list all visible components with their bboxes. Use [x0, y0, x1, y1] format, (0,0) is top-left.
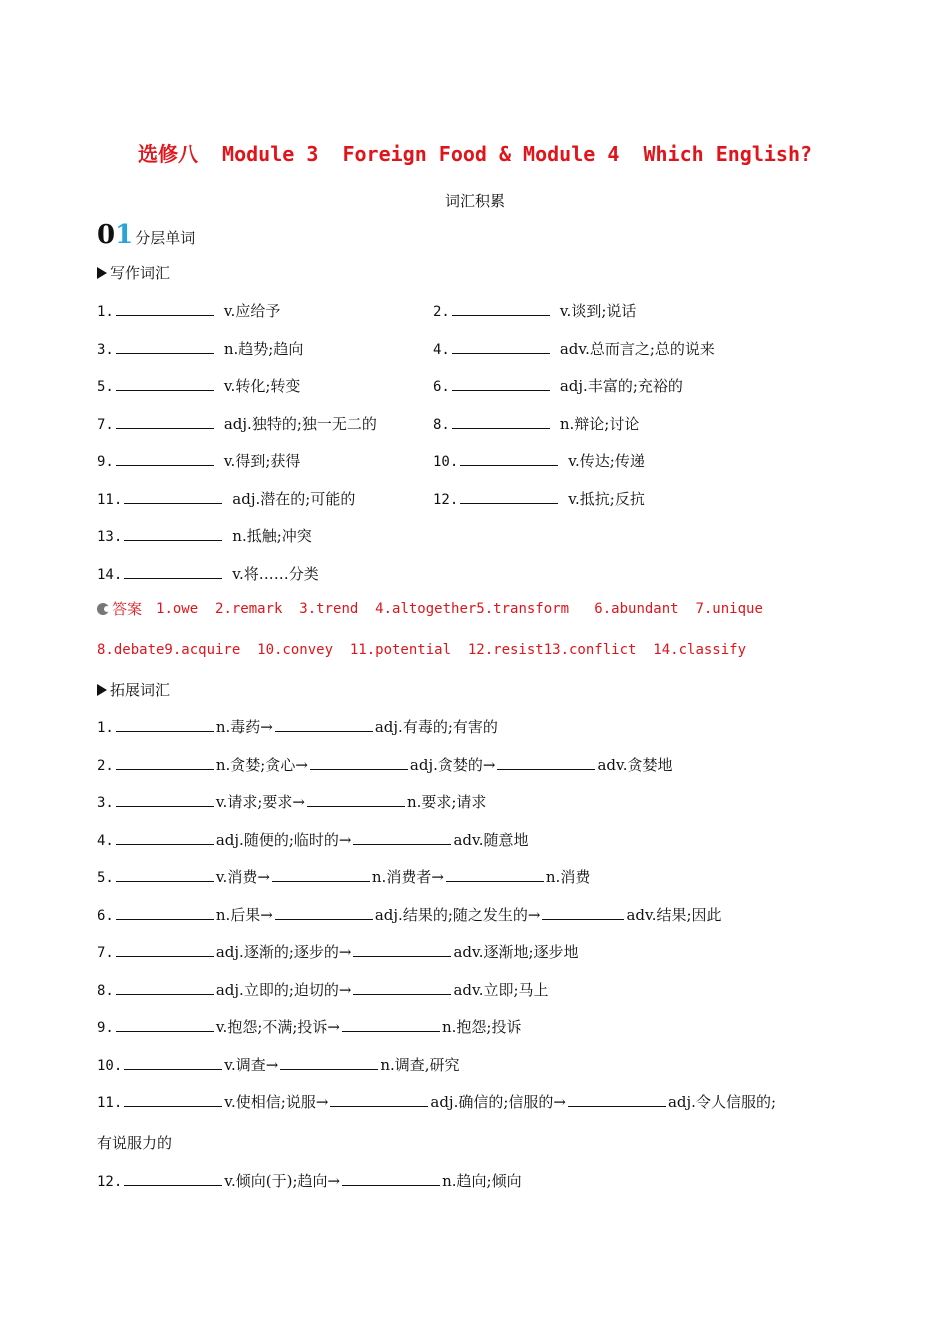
answer-blank[interactable] — [116, 717, 214, 732]
item-definition: v.消费→ — [215, 868, 270, 886]
answer-blank[interactable] — [342, 1171, 440, 1186]
triangle-bullet-icon — [97, 267, 107, 279]
answer-blank[interactable] — [342, 1017, 440, 1032]
answer-key-line-2 — [97, 642, 746, 658]
writing-item — [433, 488, 645, 509]
expand-vocab-heading — [97, 679, 170, 700]
item-number: 9. — [97, 1020, 114, 1036]
item-definition: v.倾向(于);趋向→ — [224, 1172, 341, 1190]
answer-blank[interactable] — [353, 942, 451, 957]
answer-blank[interactable] — [452, 301, 550, 316]
item-number: 8. — [97, 983, 114, 999]
writing-vocab-heading-label: 写作词汇 — [110, 264, 171, 282]
item-definition: adv.逐渐地;逐步地 — [453, 943, 579, 961]
answer-blank[interactable] — [124, 489, 222, 504]
expand-item — [97, 941, 579, 962]
item-definition: n.抱怨;投诉 — [442, 1018, 522, 1036]
answer-blank[interactable] — [275, 717, 373, 732]
item-definition: adv.立即;马上 — [453, 981, 549, 999]
item-definition: v.使相信;说服→ — [224, 1093, 329, 1111]
writing-item — [97, 563, 319, 584]
item-definition: v.得到;获得 — [223, 452, 301, 470]
section-number-digit-0: 0 — [97, 220, 116, 250]
answer-key-line-1 — [97, 598, 763, 619]
item-number: 11. — [97, 1095, 123, 1111]
answer-blank[interactable] — [124, 564, 222, 579]
item-definition: v.抱怨;不满;投诉→ — [215, 1018, 340, 1036]
item-definition: adv.随意地 — [453, 831, 529, 849]
item-definition: n.趋势;趋向 — [223, 340, 304, 358]
answer-blank[interactable] — [460, 489, 558, 504]
answer-blank[interactable] — [280, 1055, 378, 1070]
answer-blank[interactable] — [124, 526, 222, 541]
expand-item — [97, 829, 528, 850]
item-definition: adj.贪婪的→ — [409, 756, 496, 774]
answer-blank[interactable] — [116, 339, 214, 354]
writing-item — [97, 413, 377, 434]
item-definition: v.谈到;说话 — [559, 302, 637, 320]
item-definition: adj.立即的;迫切的→ — [215, 981, 352, 999]
expand-item — [97, 979, 549, 1000]
item-number: 12. — [433, 492, 459, 508]
section-number-digit-1: 1 — [115, 220, 134, 250]
item-definition: adj.有毒的;有害的 — [374, 718, 498, 736]
item-number: 4. — [97, 833, 114, 849]
item-definition: adj.结果的;随之发生的→ — [374, 906, 541, 924]
item-number: 12. — [97, 1174, 123, 1190]
expand-item — [97, 1054, 460, 1075]
writing-item — [433, 375, 683, 396]
item-definition: n.消费者→ — [371, 868, 444, 886]
answer-blank[interactable] — [330, 1092, 428, 1107]
writing-item — [433, 450, 645, 471]
answer-blank[interactable] — [452, 339, 550, 354]
item-number: 1. — [97, 720, 114, 736]
answer-blank[interactable] — [116, 830, 214, 845]
answer-blank[interactable] — [116, 451, 214, 466]
answer-blank[interactable] — [446, 867, 544, 882]
item-number: 2. — [97, 758, 114, 774]
item-number: 3. — [97, 795, 114, 811]
item-number: 5. — [97, 870, 114, 886]
item-number: 6. — [433, 379, 450, 395]
writing-item — [97, 525, 312, 546]
answer-blank[interactable] — [353, 980, 451, 995]
answer-blank[interactable] — [272, 867, 370, 882]
expand-item — [97, 1091, 776, 1112]
answer-key-icon — [97, 603, 109, 615]
page-title: 选修八 Module 3 Foreign Food & Module 4 Which English? — [137, 142, 813, 166]
item-definition: n.趋向;倾向 — [442, 1172, 522, 1190]
answer-blank[interactable] — [460, 451, 558, 466]
item-number: 8. — [433, 417, 450, 433]
item-definition: adv.结果;因此 — [626, 906, 722, 924]
answer-blank[interactable] — [307, 792, 405, 807]
expand-item — [97, 1170, 522, 1191]
item-definition: n.抵触;冲突 — [232, 527, 312, 545]
expand-item — [97, 1016, 521, 1037]
expand-vocab-heading-label: 拓展词汇 — [110, 681, 171, 699]
item-definition: adj.逐渐的;逐步的→ — [215, 943, 352, 961]
item-number: 5. — [97, 379, 114, 395]
answer-blank[interactable] — [452, 376, 550, 391]
answer-blank[interactable] — [116, 1017, 214, 1032]
expand-item — [97, 754, 672, 775]
answer-blank[interactable] — [568, 1092, 666, 1107]
item-number: 2. — [433, 304, 450, 320]
section-label: 分层单词 — [135, 229, 196, 247]
writing-item — [97, 338, 303, 359]
answer-blank[interactable] — [116, 905, 214, 920]
writing-item — [97, 375, 300, 396]
item-definition: n.辩论;讨论 — [559, 415, 640, 433]
answer-blank[interactable] — [116, 301, 214, 316]
item-number: 6. — [97, 908, 114, 924]
answer-blank[interactable] — [310, 755, 408, 770]
answer-blank[interactable] — [275, 905, 373, 920]
item-definition: n.要求;请求 — [406, 793, 487, 811]
item-definition: adj.令人信服的; — [667, 1093, 777, 1111]
item-number: 7. — [97, 945, 114, 961]
writing-item — [433, 413, 639, 434]
answer-blank[interactable] — [542, 905, 624, 920]
item-number: 13. — [97, 529, 123, 545]
item-definition: v.转化;转变 — [223, 377, 301, 395]
item-definition: adj.潜在的;可能的 — [232, 490, 356, 508]
item-definition: adv.贪婪地 — [597, 756, 673, 774]
item-definition: v.抵抗;反抗 — [568, 490, 645, 508]
expand-item — [97, 866, 590, 887]
item-definition: n.毒药→ — [215, 718, 273, 736]
answer-blank[interactable] — [116, 942, 214, 957]
expand-item — [97, 791, 486, 812]
item-number: 9. — [97, 454, 114, 470]
triangle-bullet-icon — [97, 684, 107, 696]
item-number: 7. — [97, 417, 114, 433]
answer-blank[interactable] — [116, 867, 214, 882]
item-definition: v.传达;传递 — [568, 452, 645, 470]
writing-item — [97, 488, 355, 509]
page-subtitle: 词汇积累 — [444, 192, 505, 210]
item-definition: v.请求;要求→ — [215, 793, 305, 811]
item-definition: v.应给予 — [223, 302, 281, 320]
item-number: 3. — [97, 342, 114, 358]
item-definition: v.调查→ — [224, 1056, 279, 1074]
writing-vocab-heading — [97, 262, 170, 283]
item-number: 10. — [433, 454, 459, 470]
answer-blank[interactable] — [116, 792, 214, 807]
item-definition: adj.丰富的;充裕的 — [559, 377, 683, 395]
writing-item — [97, 450, 300, 471]
item-definition: adj.确信的;信服的→ — [430, 1093, 566, 1111]
item-number: 10. — [97, 1058, 123, 1074]
item-11-continuation: 有说服力的 — [97, 1134, 173, 1152]
item-definition: adj.随便的;临时的→ — [215, 831, 352, 849]
item-number: 11. — [97, 492, 123, 508]
item-number: 14. — [97, 567, 123, 583]
answer-key-text: 1.owe 2.remark 3.trend 4.altogether5.transform 6.abundant 7.unique — [156, 600, 763, 617]
writing-item — [97, 300, 280, 321]
item-definition: n.后果→ — [215, 906, 273, 924]
item-number: 1. — [97, 304, 114, 320]
section-heading — [97, 218, 195, 248]
expand-item — [97, 716, 498, 737]
answer-key-text: 8.debate9.acquire 10.convey 11.potential 12.resist13.conflict 14.classify — [97, 642, 747, 658]
item-definition: adv.总而言之;总的说来 — [559, 340, 715, 358]
answer-blank[interactable] — [124, 1171, 222, 1186]
answer-blank[interactable] — [452, 414, 550, 429]
answer-blank[interactable] — [116, 414, 214, 429]
item-definition: n.消费 — [545, 868, 591, 886]
item-definition: adj.独特的;独一无二的 — [223, 415, 377, 433]
item-definition: n.贪婪;贪心→ — [215, 756, 308, 774]
answer-blank[interactable] — [353, 830, 451, 845]
writing-item — [433, 300, 636, 321]
answer-blank[interactable] — [116, 980, 214, 995]
answer-blank[interactable] — [497, 755, 595, 770]
answer-blank[interactable] — [116, 376, 214, 391]
expand-item — [97, 904, 722, 925]
answer-blank[interactable] — [124, 1092, 222, 1107]
item-number: 4. — [433, 342, 450, 358]
item-definition: n.调查,研究 — [380, 1056, 460, 1074]
writing-item — [433, 338, 715, 359]
answer-blank[interactable] — [124, 1055, 222, 1070]
item-definition: v.将……分类 — [232, 565, 319, 583]
answer-blank[interactable] — [116, 755, 214, 770]
answer-label: 答案 — [112, 600, 143, 618]
